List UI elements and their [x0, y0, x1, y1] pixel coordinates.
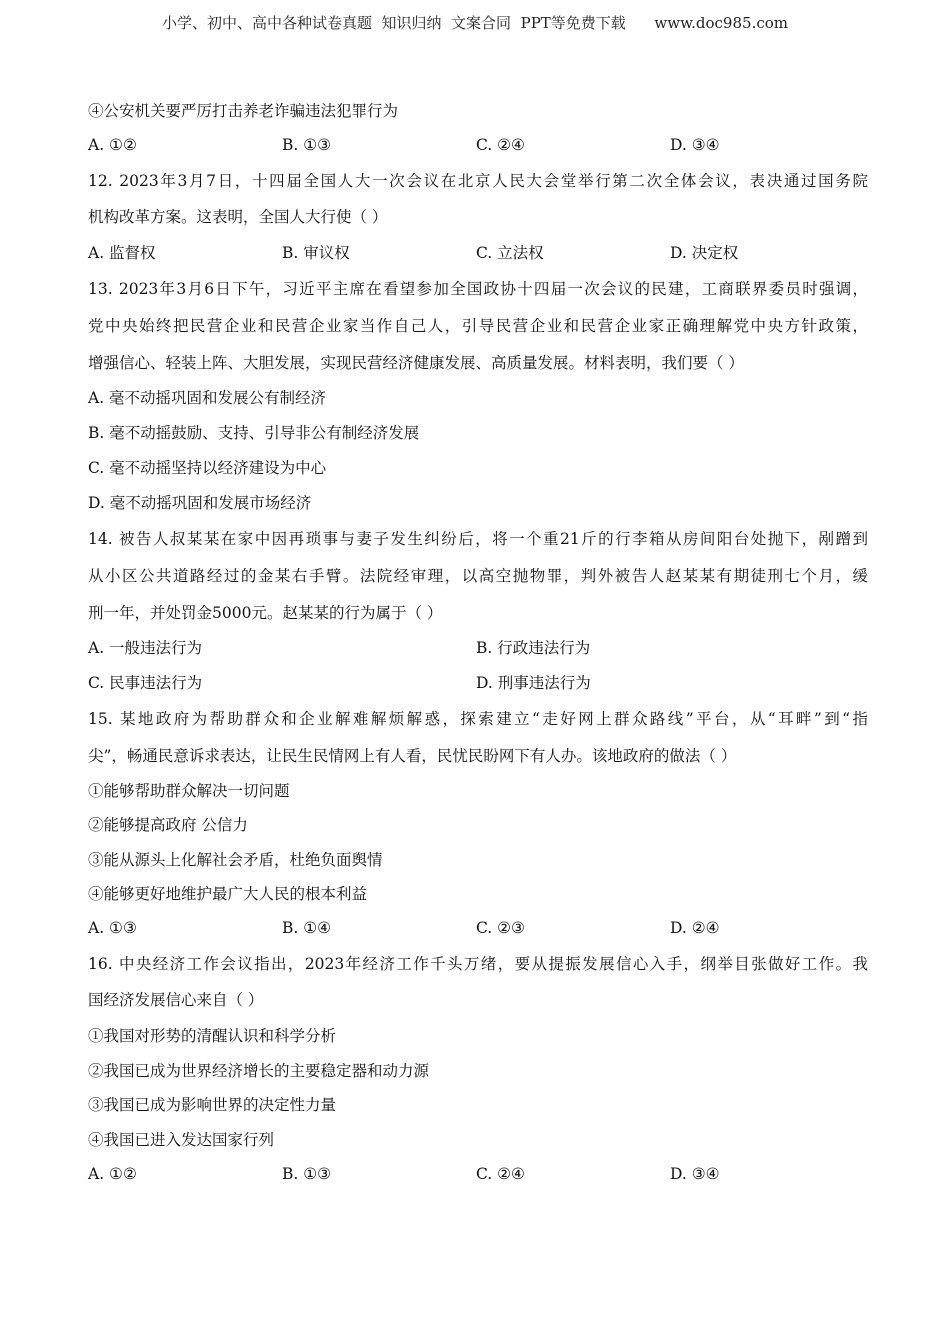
q11-options	[88, 135, 868, 155]
q16-item-2: ②我国已成为世界经济增长的主要稳定器和动力源	[88, 1062, 430, 1080]
q14-options-row-1	[88, 638, 868, 658]
q13-stem-line-1: 13. 2023年3月6日下午，习近平主席在看望参加全国政协十四届一次会议的民建，工商联界委员时强调，	[88, 280, 868, 298]
q11-option-d: D. ③④	[670, 136, 720, 154]
q11-item-4: ④公安机关要严厉打击养老诈骗违法犯罪行为	[88, 102, 399, 120]
q11-option-b: B. ①③	[282, 136, 332, 154]
q16-option-c: C. ②④	[476, 1165, 525, 1183]
q14-option-a: A. 一般违法行为	[88, 639, 203, 657]
q12-option-b: B. 审议权	[282, 244, 350, 262]
q14-options-row-2	[88, 673, 868, 693]
q12-option-a: A. 监督权	[88, 244, 156, 262]
q15-option-d: D. ②④	[670, 919, 720, 937]
q12-options	[88, 243, 868, 263]
q16-item-4: ④我国已进入发达国家行列	[88, 1131, 275, 1149]
q14-option-d: D. 刑事违法行为	[476, 674, 591, 692]
q15-item-2: ②能够提高政府 公信力	[88, 816, 248, 834]
q14-stem-line-1: 14. 被告人叔某某在家中因再琐事与妻子发生纠纷后，将一个重21斤的行李箱从房间阳台处抛下，剐蹭到	[88, 530, 868, 548]
q15-options	[88, 918, 868, 938]
q15-item-4: ④能够更好地维护最广大人民的根本利益	[88, 885, 368, 903]
q16-option-a: A. ①②	[88, 1165, 137, 1183]
q13-option-d: D. 毫不动摇巩固和发展市场经济	[88, 494, 312, 512]
q15-option-a: A. ①③	[88, 919, 137, 937]
q12-option-c: C. 立法权	[476, 244, 544, 262]
q12-option-d: D. 决定权	[670, 244, 739, 262]
q15-stem-line-2: 尖”，畅通民意诉求表达，让民生民情网上有人看，民忧民盼网下有人办。该地政府的做法（ ）	[88, 747, 737, 765]
q13-option-a: A. 毫不动摇巩固和发展公有制经济	[88, 389, 327, 407]
q16-options	[88, 1164, 868, 1184]
q16-item-1: ①我国对形势的清醒认识和科学分析	[88, 1027, 337, 1045]
q12-stem-line-2: 机构改革方案。这表明，全国人大行使（ ）	[88, 208, 388, 226]
q14-option-c: C. 民事违法行为	[88, 674, 203, 692]
q13-option-b: B. 毫不动摇鼓励、支持、引导非公有制经济发展	[88, 424, 420, 442]
q11-option-a: A. ①②	[88, 136, 137, 154]
q16-item-3: ③我国已成为影响世界的决定性力量	[88, 1096, 337, 1114]
q16-option-d: D. ③④	[670, 1165, 720, 1183]
q15-stem-line-1: 15. 某地政府为帮助群众和企业解难解烦解惑，探索建立“走好网上群众路线”平台，从“耳畔”到“指	[88, 710, 868, 728]
q16-stem-line-2: 国经济发展信心来自（ ）	[88, 991, 264, 1009]
q14-stem-line-3: 刑一年，并处罚金5000元。赵某某的行为属于（ ）	[88, 604, 443, 622]
q16-stem-line-1: 16. 中央经济工作会议指出，2023年经济工作千头万绪，要从提振发展信心入手，纲举目张做好工作。我	[88, 955, 868, 973]
site-header: 小学、初中、高中各种试卷真题 知识归纳 文案合同 PPT等免费下载 www.doc985.com	[161, 14, 788, 32]
q12-stem-line-1: 12. 2023年3月7日，十四届全国人大一次会议在北京人民大会堂举行第二次全体会议，表决通过国务院	[88, 172, 868, 190]
q15-option-c: C. ②③	[476, 919, 525, 937]
q14-stem-line-2: 从小区公共道路经过的金某右手臂。法院经审理，以高空抛物罪，判外被告人赵某某有期徒刑七个月，缓	[88, 567, 868, 585]
q13-option-c: C. 毫不动摇坚持以经济建设为中心	[88, 459, 327, 477]
q15-item-3: ③能从源头上化解社会矛盾，杜绝负面舆情	[88, 851, 383, 869]
q13-stem-line-2: 党中央始终把民营企业和民营企业家当作自己人，引导民营企业和民营企业家正确理解党中央方针政策，	[88, 317, 868, 335]
q14-option-b: B. 行政违法行为	[476, 639, 591, 657]
q11-option-c: C. ②④	[476, 136, 525, 154]
q16-option-b: B. ①③	[282, 1165, 332, 1183]
q15-option-b: B. ①④	[282, 919, 332, 937]
q15-item-1: ①能够帮助群众解决一切问题	[88, 782, 290, 800]
q13-stem-line-3: 增强信心、轻装上阵、大胆发展，实现民营经济健康发展、高质量发展。材料表明，我们要（ ）	[88, 354, 744, 372]
